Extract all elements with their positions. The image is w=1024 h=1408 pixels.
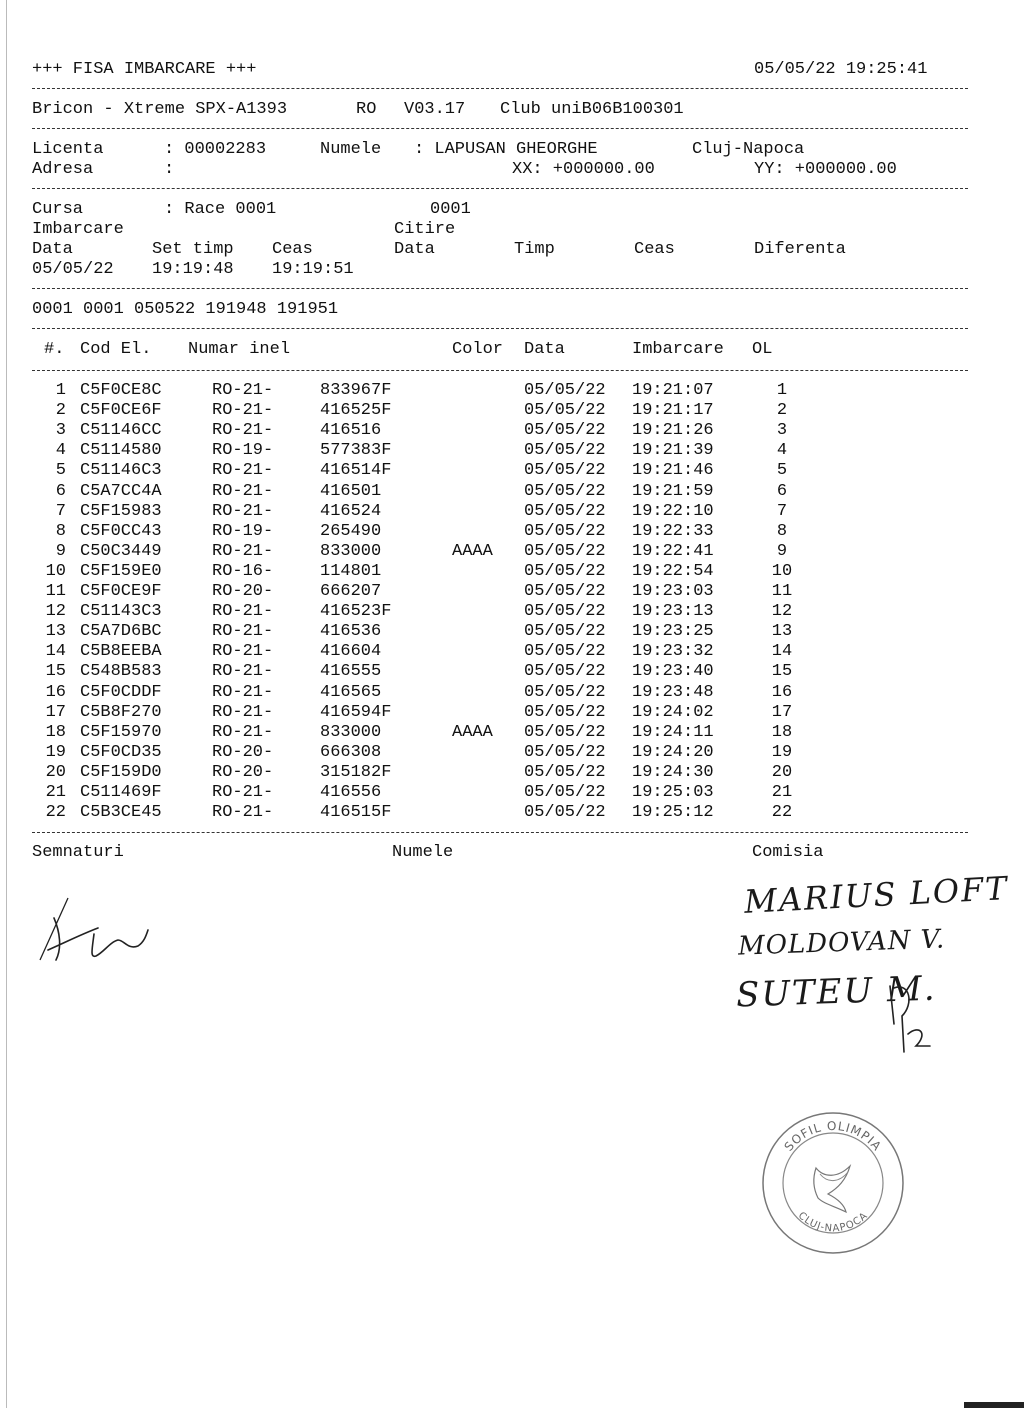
cell-ol: 14 bbox=[771, 642, 793, 662]
cell-ring-number: 416604 bbox=[320, 642, 382, 662]
handwritten-name-3: SUTEU M. bbox=[735, 968, 938, 1016]
cell-ring-prefix: RO-21- bbox=[212, 421, 274, 441]
cell-time: 19:22:54 bbox=[632, 561, 714, 581]
cell-cod-el: C51143C3 bbox=[80, 602, 162, 622]
cell-time: 19:21:46 bbox=[632, 461, 714, 481]
col-citire-data: Data bbox=[394, 240, 435, 259]
cell-number: 18 bbox=[45, 722, 66, 742]
cell-ring-number: 416514F bbox=[320, 461, 392, 481]
device-version: V03.17 bbox=[404, 100, 466, 119]
cell-ol: 22 bbox=[771, 803, 793, 823]
cell-cod-el: C5114580 bbox=[80, 441, 162, 461]
cell-ring-prefix: RO-21- bbox=[212, 642, 274, 662]
cell-cod-el: C5B3CE45 bbox=[80, 803, 162, 823]
signature-scribble bbox=[34, 890, 164, 980]
cell-date: 05/05/22 bbox=[524, 762, 606, 782]
imbarcare-label: Imbarcare bbox=[32, 220, 124, 239]
cell-time: 19:22:10 bbox=[632, 501, 714, 521]
cell-time: 19:21:17 bbox=[632, 401, 714, 421]
th-color: Color bbox=[452, 340, 504, 359]
cell-ring-prefix: RO-21- bbox=[212, 602, 274, 622]
cell-ol: 1 bbox=[776, 381, 788, 400]
race-code: 0001 bbox=[430, 200, 471, 219]
th-ol: OL bbox=[752, 340, 773, 359]
cell-time: 19:24:02 bbox=[632, 702, 714, 722]
val-ceas: 19:19:51 bbox=[272, 260, 354, 279]
cell-date: 05/05/22 bbox=[524, 582, 606, 601]
col-diferenta: Diferenta bbox=[754, 240, 846, 259]
cell-cod-el: C5F0CC43 bbox=[80, 521, 162, 541]
cell-ring-number: 416516 bbox=[320, 421, 382, 441]
cell-date: 05/05/22 bbox=[524, 561, 606, 581]
cell-date: 05/05/22 bbox=[524, 803, 606, 823]
cell-ol: 11 bbox=[771, 582, 793, 601]
th-cod-el: Cod El. bbox=[80, 340, 152, 359]
adresa-label: Adresa bbox=[32, 160, 94, 179]
cell-number: 19 bbox=[45, 742, 66, 762]
divider bbox=[32, 188, 968, 189]
cell-ring-number: 833967F bbox=[320, 381, 392, 400]
divider bbox=[32, 328, 968, 329]
cell-ring-number: 416523F bbox=[320, 602, 392, 622]
svg-text:CLUJ-NAPOCA bbox=[796, 1210, 871, 1234]
licenta-label: Licenta bbox=[32, 140, 104, 159]
cell-time: 19:21:07 bbox=[632, 381, 714, 400]
cell-cod-el: C5F15983 bbox=[80, 501, 162, 521]
cell-ring-number: 315182F bbox=[320, 762, 392, 782]
cell-ol: 9 bbox=[776, 541, 788, 561]
cell-date: 05/05/22 bbox=[524, 461, 606, 481]
cell-date: 05/05/22 bbox=[524, 662, 606, 682]
cell-cod-el: C5A7D6BC bbox=[80, 622, 162, 642]
cell-cod-el: C548B583 bbox=[80, 662, 162, 682]
th-number: #. bbox=[44, 340, 65, 359]
handwritten-name-2: MOLDOVAN V. bbox=[737, 924, 946, 962]
cell-time: 19:24:11 bbox=[632, 722, 714, 742]
cell-number: 7 bbox=[55, 501, 66, 521]
cell-cod-el: C5F0CDDF bbox=[80, 682, 162, 702]
cell-ring-number: 416555 bbox=[320, 662, 382, 682]
cell-ring-prefix: RO-16- bbox=[212, 561, 274, 581]
cell-number: 20 bbox=[45, 762, 66, 782]
cell-ol: 10 bbox=[771, 561, 793, 581]
cell-ring-prefix: RO-21- bbox=[212, 381, 274, 400]
col-data: Data bbox=[32, 240, 73, 259]
cell-cod-el: C5F159D0 bbox=[80, 762, 162, 782]
numele-footer-label: Numele bbox=[392, 843, 454, 862]
cell-time: 19:21:26 bbox=[632, 421, 714, 441]
device-country: RO bbox=[356, 100, 377, 119]
cell-ring-number: 114801 bbox=[320, 561, 382, 581]
adresa-value: : bbox=[164, 160, 175, 179]
cell-date: 05/05/22 bbox=[524, 441, 606, 461]
val-settimp: 19:19:48 bbox=[152, 260, 234, 279]
cell-cod-el: C51146CC bbox=[80, 421, 162, 441]
cell-date: 05/05/22 bbox=[524, 642, 606, 662]
cell-number: 2 bbox=[55, 401, 66, 421]
cell-ring-prefix: RO-21- bbox=[212, 622, 274, 642]
cell-ol: 6 bbox=[776, 481, 788, 501]
cell-time: 19:21:39 bbox=[632, 441, 714, 461]
cell-time: 19:24:20 bbox=[632, 742, 714, 762]
cell-cod-el: C5F0CE6F bbox=[80, 401, 162, 421]
cell-number: 5 bbox=[55, 461, 66, 481]
coord-yy: YY: +000000.00 bbox=[754, 160, 897, 179]
cell-ol: 15 bbox=[771, 662, 793, 682]
print-datetime: 05/05/22 19:25:41 bbox=[754, 60, 928, 79]
club-seal-stamp bbox=[758, 1108, 908, 1258]
cell-ring-prefix: RO-21- bbox=[212, 481, 274, 501]
cell-number: 8 bbox=[55, 521, 66, 541]
cell-cod-el: C5F0CD35 bbox=[80, 742, 162, 762]
cell-time: 19:23:03 bbox=[632, 582, 714, 601]
licenta-value: : 00002283 bbox=[164, 140, 267, 159]
col-settimp: Set timp bbox=[152, 240, 234, 259]
cursa-value: : Race 0001 bbox=[164, 200, 277, 219]
cell-ol: 4 bbox=[776, 441, 788, 461]
cell-cod-el: C51146C3 bbox=[80, 461, 162, 481]
cell-ring-number: 666308 bbox=[320, 742, 382, 762]
cell-ring-prefix: RO-19- bbox=[212, 441, 274, 461]
cell-ring-prefix: RO-21- bbox=[212, 541, 274, 561]
cell-date: 05/05/22 bbox=[524, 401, 606, 421]
comisia-label: Comisia bbox=[752, 843, 824, 862]
cell-time: 19:23:13 bbox=[632, 602, 714, 622]
cell-ring-number: 416524 bbox=[320, 501, 382, 521]
cell-ring-number: 833000 bbox=[320, 541, 382, 561]
cell-ol: 2 bbox=[776, 401, 788, 421]
cell-date: 05/05/22 bbox=[524, 702, 606, 722]
cell-time: 19:25:12 bbox=[632, 803, 714, 823]
cell-color: AAAA bbox=[452, 722, 493, 742]
numele-value: : LAPUSAN GHEORGHE bbox=[414, 140, 598, 159]
divider bbox=[32, 832, 968, 833]
cell-date: 05/05/22 bbox=[524, 742, 606, 762]
cell-time: 19:24:30 bbox=[632, 762, 714, 782]
cell-number: 16 bbox=[45, 682, 66, 702]
cell-number: 22 bbox=[45, 803, 66, 823]
cell-cod-el: C5F0CE8C bbox=[80, 381, 162, 400]
cell-ring-prefix: RO-21- bbox=[212, 702, 274, 722]
cell-cod-el: C5B8F270 bbox=[80, 702, 162, 722]
cell-date: 05/05/22 bbox=[524, 541, 606, 561]
seal-top-text: SOFIL OLIMPIA bbox=[781, 1118, 885, 1154]
cell-number: 17 bbox=[45, 702, 66, 722]
cell-date: 05/05/22 bbox=[524, 521, 606, 541]
cell-number: 13 bbox=[45, 622, 66, 642]
cell-number: 9 bbox=[55, 541, 66, 561]
semnaturi-label: Semnaturi bbox=[32, 843, 124, 862]
cell-ring-prefix: RO-21- bbox=[212, 461, 274, 481]
cell-cod-el: C511469F bbox=[80, 783, 162, 802]
cell-ol: 12 bbox=[771, 602, 793, 622]
cell-ring-prefix: RO-21- bbox=[212, 783, 274, 802]
val-data: 05/05/22 bbox=[32, 260, 114, 279]
cell-time: 19:23:40 bbox=[632, 662, 714, 682]
cell-cod-el: C5F15970 bbox=[80, 722, 162, 742]
cell-date: 05/05/22 bbox=[524, 421, 606, 441]
cell-time: 19:23:48 bbox=[632, 682, 714, 702]
cell-number: 11 bbox=[45, 582, 66, 601]
cell-ring-prefix: RO-21- bbox=[212, 722, 274, 742]
cursa-label: Cursa bbox=[32, 200, 84, 219]
cell-time: 19:22:41 bbox=[632, 541, 714, 561]
cell-number: 14 bbox=[45, 642, 66, 662]
cell-ring-prefix: RO-21- bbox=[212, 401, 274, 421]
scan-corner-mark bbox=[964, 1402, 1024, 1408]
cell-ol: 3 bbox=[776, 421, 788, 441]
citire-label: Citire bbox=[394, 220, 456, 239]
cell-ring-number: 416556 bbox=[320, 783, 382, 802]
divider bbox=[32, 370, 968, 371]
cell-ol: 19 bbox=[771, 742, 793, 762]
cell-date: 05/05/22 bbox=[524, 682, 606, 702]
cell-ring-prefix: RO-21- bbox=[212, 682, 274, 702]
col-timp: Timp bbox=[514, 240, 555, 259]
cell-ol: 20 bbox=[771, 762, 793, 782]
cell-number: 4 bbox=[55, 441, 66, 461]
cell-date: 05/05/22 bbox=[524, 622, 606, 642]
cell-number: 21 bbox=[45, 783, 66, 802]
divider bbox=[32, 288, 968, 289]
handwritten-initials bbox=[880, 976, 940, 1066]
cell-date: 05/05/22 bbox=[524, 602, 606, 622]
cell-ring-prefix: RO-19- bbox=[212, 521, 274, 541]
cell-ol: 16 bbox=[771, 682, 793, 702]
cell-number: 3 bbox=[55, 421, 66, 441]
coord-xx: XX: +000000.00 bbox=[512, 160, 655, 179]
cell-color: AAAA bbox=[452, 541, 493, 561]
th-numar-inel: Numar inel bbox=[188, 340, 291, 359]
cell-time: 19:23:25 bbox=[632, 622, 714, 642]
scan-edge bbox=[6, 0, 7, 1408]
col-ceas2: Ceas bbox=[634, 240, 675, 259]
handwritten-name-1: MARIUS LOFT bbox=[743, 869, 1010, 921]
cell-number: 10 bbox=[45, 561, 66, 581]
cell-date: 05/05/22 bbox=[524, 501, 606, 521]
divider bbox=[32, 88, 968, 89]
cell-cod-el: C5B8EEBA bbox=[80, 642, 162, 662]
cell-date: 05/05/22 bbox=[524, 783, 606, 802]
cell-ring-number: 416515F bbox=[320, 803, 392, 823]
col-ceas: Ceas bbox=[272, 240, 313, 259]
cell-ol: 8 bbox=[776, 521, 788, 541]
cell-ring-prefix: RO-20- bbox=[212, 742, 274, 762]
th-imbarcare: Imbarcare bbox=[632, 340, 724, 359]
cell-ring-number: 416565 bbox=[320, 682, 382, 702]
cell-number: 15 bbox=[45, 662, 66, 682]
cell-ring-number: 416525F bbox=[320, 401, 392, 421]
cell-ring-prefix: RO-20- bbox=[212, 762, 274, 782]
cell-cod-el: C5F159E0 bbox=[80, 561, 162, 581]
device-name: Bricon - Xtreme SPX-A1393 bbox=[32, 100, 288, 119]
cell-ring-number: 416594F bbox=[320, 702, 392, 722]
cell-ol: 5 bbox=[776, 461, 788, 481]
race-code-line: 0001 0001 050522 191948 191951 bbox=[32, 300, 339, 319]
divider bbox=[32, 128, 968, 129]
owner-city: Cluj-Napoca bbox=[692, 140, 805, 159]
seal-bottom-text: CLUJ-NAPOCA bbox=[795, 1210, 871, 1235]
cell-date: 05/05/22 bbox=[524, 481, 606, 501]
cell-ring-prefix: RO-21- bbox=[212, 803, 274, 823]
cell-cod-el: C50C3449 bbox=[80, 541, 162, 561]
th-data: Data bbox=[524, 340, 565, 359]
cell-cod-el: C5A7CC4A bbox=[80, 481, 162, 501]
cell-ring-number: 416536 bbox=[320, 622, 382, 642]
cell-ring-number: 833000 bbox=[320, 722, 382, 742]
cell-ol: 7 bbox=[776, 501, 788, 521]
numele-label: Numele bbox=[320, 140, 382, 159]
club-id: Club uniB06B100301 bbox=[500, 100, 684, 119]
document-title: +++ FISA IMBARCARE +++ bbox=[32, 60, 257, 79]
cell-number: 12 bbox=[45, 602, 66, 622]
cell-date: 05/05/22 bbox=[524, 722, 606, 742]
cell-time: 19:25:03 bbox=[632, 783, 714, 802]
cell-number: 6 bbox=[55, 481, 66, 501]
cell-ring-number: 666207 bbox=[320, 582, 382, 601]
cell-ring-prefix: RO-21- bbox=[212, 501, 274, 521]
cell-date: 05/05/22 bbox=[524, 381, 606, 400]
cell-ring-number: 577383F bbox=[320, 441, 392, 461]
cell-time: 19:22:33 bbox=[632, 521, 714, 541]
cell-time: 19:23:32 bbox=[632, 642, 714, 662]
cell-ring-prefix: RO-21- bbox=[212, 662, 274, 682]
cell-cod-el: C5F0CE9F bbox=[80, 582, 162, 601]
cell-ring-number: 416501 bbox=[320, 481, 382, 501]
cell-ring-prefix: RO-20- bbox=[212, 582, 274, 601]
cell-time: 19:21:59 bbox=[632, 481, 714, 501]
cell-ol: 17 bbox=[771, 702, 793, 722]
cell-number: 1 bbox=[55, 381, 66, 400]
cell-ol: 18 bbox=[771, 722, 793, 742]
cell-ol: 13 bbox=[771, 622, 793, 642]
cell-ring-number: 265490 bbox=[320, 521, 382, 541]
cell-ol: 21 bbox=[771, 783, 793, 802]
